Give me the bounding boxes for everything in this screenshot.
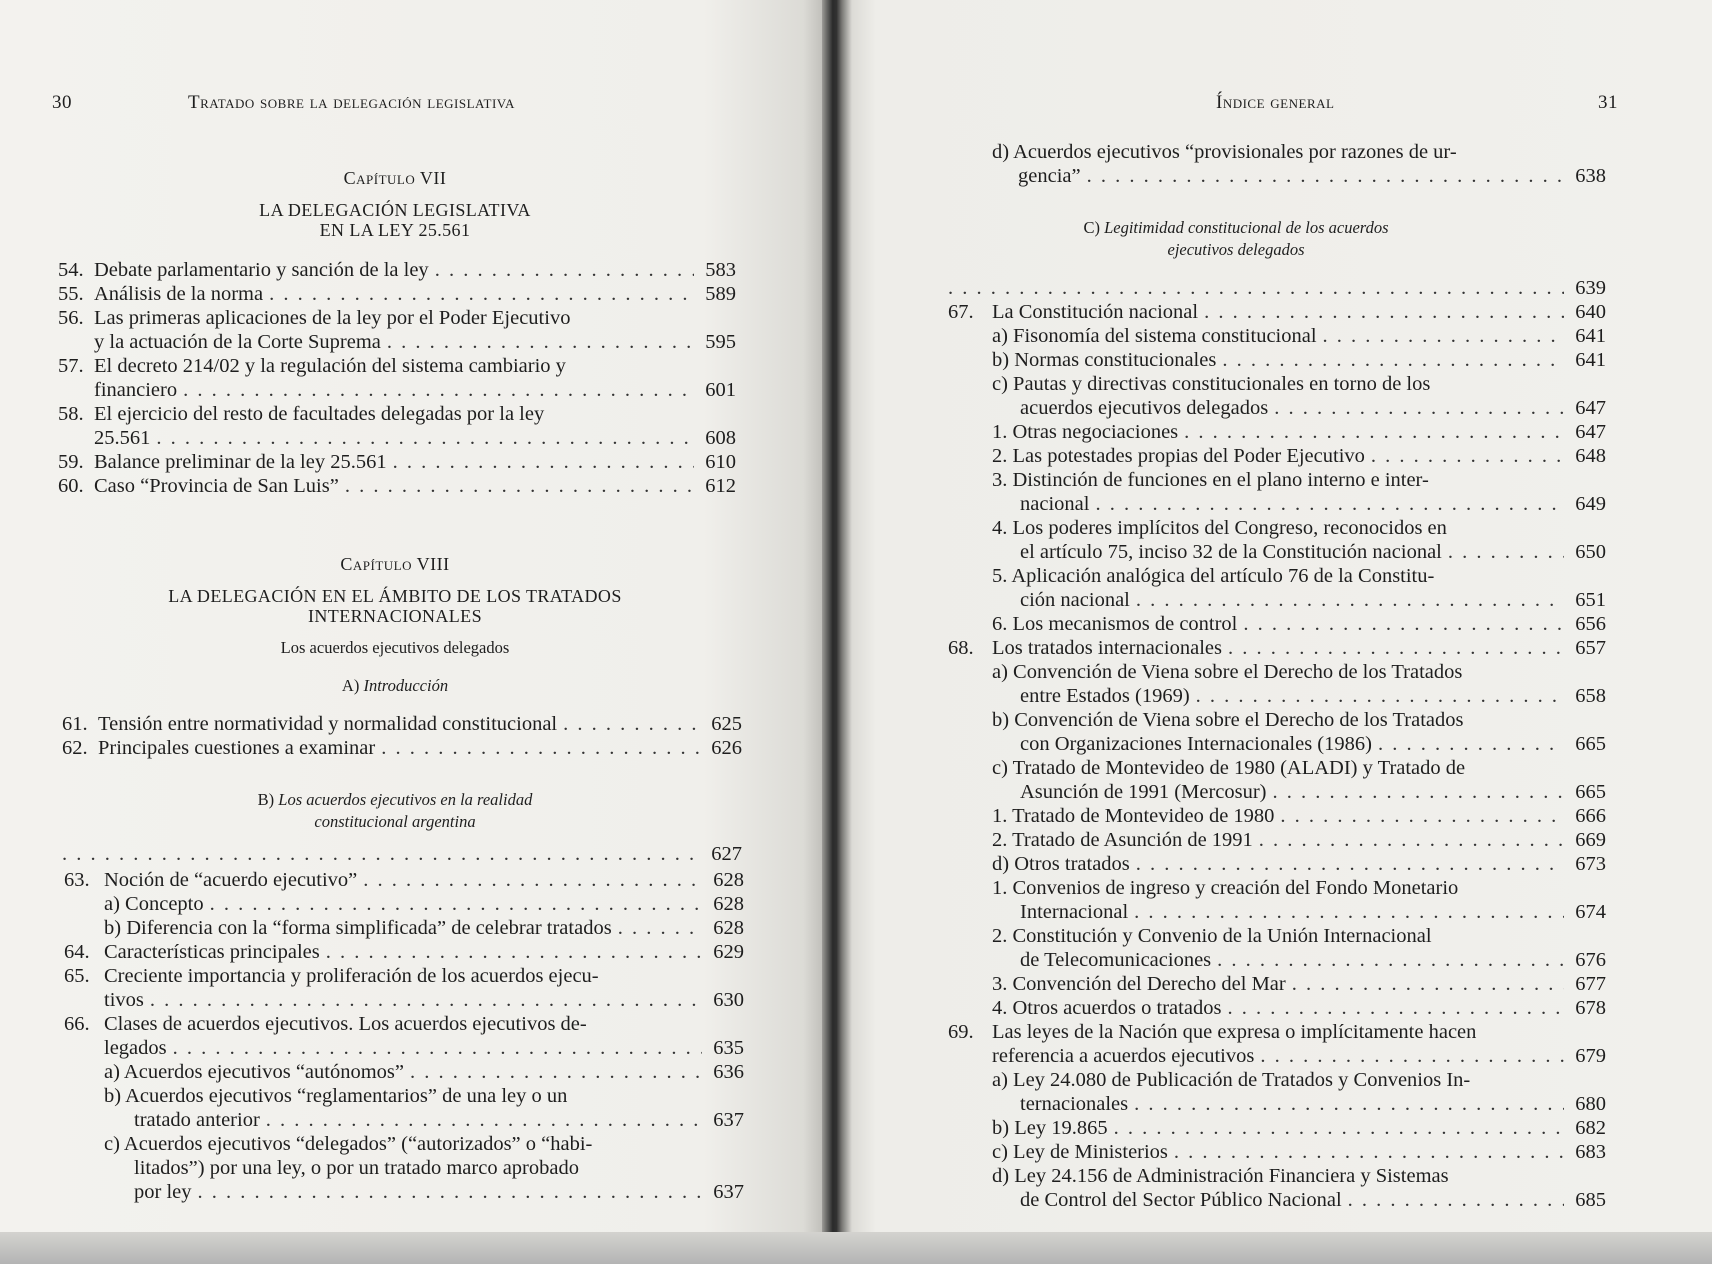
page-ref: 595 <box>705 331 736 353</box>
leader-dots <box>1095 492 1564 516</box>
toc-entry-line <box>58 354 736 378</box>
entry-number: 56. <box>58 307 84 329</box>
section-title: constitucional argentina <box>314 812 476 831</box>
toc-entry-line <box>948 732 1606 756</box>
page-edge-shadow <box>0 1232 1712 1264</box>
leader-dots <box>1196 684 1564 708</box>
entry-text: Análisis de la norma <box>94 283 264 305</box>
section-title: Introducción <box>363 676 449 695</box>
leader-dots <box>1273 780 1564 804</box>
page-ref: 656 <box>1575 613 1606 635</box>
entry-text: tratado anterior <box>134 1109 260 1131</box>
toc-entry-line <box>58 402 736 426</box>
section-title: ejecutivos delegados <box>1167 240 1305 259</box>
leader-dots <box>618 916 702 940</box>
page-ref: 583 <box>705 259 736 281</box>
chapter-title: LA DELEGACIÓN LEGISLATIVA <box>259 200 531 220</box>
page-ref: 636 <box>713 1061 744 1083</box>
entry-number: 68. <box>948 637 974 659</box>
page-ref: 612 <box>705 475 736 497</box>
entry-number: 60. <box>58 475 84 497</box>
toc-entry-line <box>948 1116 1606 1140</box>
entry-text: ción nacional <box>1020 589 1130 611</box>
leader-dots <box>381 736 700 760</box>
page-ref: 626 <box>711 737 742 759</box>
entry-text: c) Pautas y directivas constitucionales en torno de los <box>992 373 1431 395</box>
entry-text: de Control del Sector Público Nacional <box>1020 1189 1342 1211</box>
chapter-label: Capítulo VIII <box>340 554 450 574</box>
entry-text: b) Acuerdos ejecutivos “reglamentarios” de una ley o un <box>104 1085 568 1107</box>
page-ref: 601 <box>705 379 736 401</box>
toc-entry-line <box>64 1180 744 1204</box>
page-ref: 649 <box>1575 493 1606 515</box>
toc-entry-line <box>948 660 1606 684</box>
left-page <box>0 0 828 1250</box>
entry-text: b) Convención de Viena sobre el Derecho de los Tratados <box>992 709 1464 731</box>
entry-text: gencia” <box>1018 165 1081 187</box>
toc-entry-line <box>948 1020 1606 1044</box>
toc-entry-line <box>58 426 736 450</box>
page-ref: 682 <box>1575 1117 1606 1139</box>
page-number: 31 <box>1598 92 1618 113</box>
page-ref: 639 <box>1575 277 1606 299</box>
section-title: Legitimidad constitucional de los acuerdos <box>1104 218 1389 237</box>
toc-entry-line <box>948 300 1606 324</box>
page-ref: 637 <box>713 1109 744 1131</box>
entry-text: el artículo 75, inciso 32 de la Constitución nacional <box>1020 541 1442 563</box>
toc-entry-line <box>948 492 1606 516</box>
page-ref: 683 <box>1575 1141 1606 1163</box>
toc-entry-line <box>948 756 1606 780</box>
entry-text: Las leyes de la Nación que expresa o implícitamente hacen <box>992 1021 1477 1043</box>
leader-dots <box>1174 1140 1564 1164</box>
entry-text: 1. Convenios de ingreso y creación del Fondo Monetario <box>992 877 1459 899</box>
toc-entry-line <box>58 258 736 282</box>
toc-entry-line <box>64 1012 744 1036</box>
entry-text: c) Tratado de Montevideo de 1980 (ALADI) y Tratado de <box>992 757 1466 779</box>
toc-entry-line <box>948 1092 1606 1116</box>
toc-entry-line <box>948 612 1606 636</box>
toc-entry-line <box>58 282 736 306</box>
toc-entry-line <box>64 940 744 964</box>
toc-entry-line <box>948 1188 1606 1212</box>
entry-text: acuerdos ejecutivos delegados <box>1020 397 1269 419</box>
entry-number: 66. <box>64 1013 90 1035</box>
toc-entry-line <box>948 444 1606 468</box>
toc-entry-line <box>948 1068 1606 1092</box>
entry-text: Los tratados internacionales <box>992 637 1222 659</box>
entry-text: Internacional <box>1020 901 1129 923</box>
entry-text: El ejercicio del resto de facultades delegadas por la ley <box>94 403 545 425</box>
leader-dots <box>435 258 694 282</box>
toc-entry-line <box>948 852 1606 876</box>
toc-entry-line <box>58 330 736 354</box>
toc-entry-line <box>64 868 744 892</box>
entry-text: 25.561 <box>94 427 151 449</box>
entry-text: 4. Otros acuerdos o tratados <box>992 997 1222 1019</box>
toc-list <box>948 300 1606 1212</box>
page-ref: 665 <box>1575 733 1606 755</box>
entry-text: b) Diferencia con la “forma simplificada” de celebrar tratados <box>104 917 612 939</box>
leader-dots <box>1274 396 1564 420</box>
entry-number: 55. <box>58 283 84 305</box>
toc-entry-line <box>948 468 1606 492</box>
page-ref: 627 <box>711 843 742 865</box>
chapter-title: LA DELEGACIÓN EN EL ÁMBITO DE LOS TRATADOS <box>168 586 622 606</box>
toc-entry-line <box>64 964 744 988</box>
page-ref: 625 <box>711 713 742 735</box>
entry-text: Principales cuestiones a examinar <box>98 737 376 759</box>
entry-text: litados”) por una ley, o por un tratado marco aprobado <box>134 1157 579 1179</box>
toc-entry-line <box>948 588 1606 612</box>
running-head: Tratado sobre la delegación legislativa <box>188 92 515 113</box>
entry-text: referencia a acuerdos ejecutivos <box>992 1045 1255 1067</box>
toc-entry-line <box>948 420 1606 444</box>
page-ref: 674 <box>1575 901 1606 923</box>
toc-list <box>62 712 742 760</box>
entry-text: Las primeras aplicaciones de la ley por el Poder Ejecutivo <box>94 307 571 329</box>
toc-entry <box>992 140 1606 188</box>
page-ref: 677 <box>1575 973 1606 995</box>
page-ref: 647 <box>1575 421 1606 443</box>
right-page <box>836 0 1712 1250</box>
entry-number: 61. <box>62 713 88 735</box>
leader-dots <box>1204 300 1564 324</box>
page-ref: 628 <box>713 917 744 939</box>
leader-dots <box>410 1060 702 1084</box>
page-ref: 635 <box>713 1037 744 1059</box>
toc-entry-line <box>64 1036 744 1060</box>
entry-text: d) Otros tratados <box>992 853 1130 875</box>
toc-list <box>64 868 744 1204</box>
toc-dots-row <box>62 842 742 866</box>
section-letter: C) <box>1083 218 1100 237</box>
entry-text: Asunción de 1991 (Mercosur) <box>1020 781 1267 803</box>
page-ref: 628 <box>713 893 744 915</box>
entry-text: Características principales <box>104 941 320 963</box>
toc-entry-line <box>948 348 1606 372</box>
page-ref: 628 <box>713 869 744 891</box>
section-heading <box>916 218 1556 238</box>
leader-dots <box>363 868 702 892</box>
toc-entry-line <box>948 324 1606 348</box>
page-ref: 680 <box>1575 1093 1606 1115</box>
page-ref: 657 <box>1575 637 1606 659</box>
toc-entry-line <box>948 948 1606 972</box>
page-ref: 640 <box>1575 301 1606 323</box>
leader-dots <box>1448 540 1564 564</box>
entry-text: d) Acuerdos ejecutivos “provisionales por razones de ur- <box>992 141 1457 163</box>
toc-entry-line <box>64 916 744 940</box>
leader-dots <box>1348 1188 1564 1212</box>
entry-text: a) Convención de Viena sobre el Derecho de los Tratados <box>992 661 1463 683</box>
toc-entry-line <box>948 684 1606 708</box>
page-ref: 685 <box>1575 1189 1606 1211</box>
page-ref: 651 <box>1575 589 1606 611</box>
toc-entry-line <box>948 996 1606 1020</box>
entry-text: c) Ley de Ministerios <box>992 1141 1168 1163</box>
entry-text: 4. Los poderes implícitos del Congreso, reconocidos en <box>992 517 1447 539</box>
entry-text: 1. Tratado de Montevideo de 1980 <box>992 805 1275 827</box>
page-ref: 665 <box>1575 781 1606 803</box>
section-heading <box>0 676 790 696</box>
toc-list <box>58 258 736 498</box>
toc-entry-line <box>64 1060 744 1084</box>
leader-dots <box>269 282 694 306</box>
toc-entry-line <box>948 780 1606 804</box>
entry-text: Caso “Provincia de San Luis” <box>94 475 339 497</box>
page-ref: 637 <box>713 1181 744 1203</box>
leader-dots <box>1134 1092 1564 1116</box>
entry-text: con Organizaciones Internacionales (1986) <box>1020 733 1372 755</box>
entry-text: nacional <box>1020 493 1090 515</box>
leader-dots <box>183 378 694 402</box>
toc-entry-line <box>58 474 736 498</box>
leader-dots <box>1243 612 1564 636</box>
page-ref: 629 <box>713 941 744 963</box>
section-letter: A) <box>341 676 360 695</box>
leader-dots <box>563 712 700 736</box>
entry-text: 2. Constitución y Convenio de la Unión Internacional <box>992 925 1432 947</box>
leader-dots <box>1222 348 1564 372</box>
leader-dots <box>1280 804 1564 828</box>
entry-text: 6. Los mecanismos de control <box>992 613 1238 635</box>
toc-entry-line <box>58 450 736 474</box>
page-ref: 608 <box>705 427 736 449</box>
section-title: Los acuerdos ejecutivos en la realidad <box>278 790 533 809</box>
leader-dots <box>1378 732 1564 756</box>
entry-number: 67. <box>948 301 974 323</box>
section-heading <box>0 790 790 810</box>
entry-text: c) Acuerdos ejecutivos “delegados” (“autorizados” o “habi- <box>104 1133 593 1155</box>
entry-text: b) Ley 19.865 <box>992 1117 1108 1139</box>
entry-number: 54. <box>58 259 84 281</box>
entry-text: 3. Convención del Derecho del Mar <box>992 973 1286 995</box>
entry-text: Clases de acuerdos ejecutivos. Los acuerdos ejecutivos de- <box>104 1013 587 1035</box>
entry-text: financiero <box>94 379 178 401</box>
leader-dots <box>1217 948 1564 972</box>
leader-dots <box>1260 1044 1564 1068</box>
entry-number: 58. <box>58 403 84 425</box>
leader-dots <box>198 1180 703 1204</box>
leader-dots <box>1136 852 1564 876</box>
toc-entry-line <box>948 396 1606 420</box>
entry-text: a) Acuerdos ejecutivos “autónomos” <box>104 1061 405 1083</box>
entry-number: 62. <box>62 737 88 759</box>
page-ref: 638 <box>1575 165 1606 187</box>
leader-dots <box>345 474 694 498</box>
page-ref: 679 <box>1575 1045 1606 1067</box>
page-ref: 669 <box>1575 829 1606 851</box>
toc-entry-line <box>948 1140 1606 1164</box>
toc-entry-line <box>948 924 1606 948</box>
page-number: 30 <box>52 92 72 113</box>
toc-entry-line <box>948 372 1606 396</box>
entry-text: d) Ley 24.156 de Administración Financiera y Sistemas <box>992 1165 1449 1187</box>
leader-dots <box>1259 828 1564 852</box>
leader-dots <box>393 450 694 474</box>
page-ref: 666 <box>1575 805 1606 827</box>
page-ref: 678 <box>1575 997 1606 1019</box>
entry-text: Debate parlamentario y sanción de la ley <box>94 259 429 281</box>
page-ref: 676 <box>1575 949 1606 971</box>
chapter-subtitle: Los acuerdos ejecutivos delegados <box>280 638 510 657</box>
leader-dots <box>1184 420 1564 444</box>
leader-dots <box>210 892 702 916</box>
toc-entry-line <box>948 1044 1606 1068</box>
leader-dots <box>266 1108 702 1132</box>
toc-entry-line <box>948 564 1606 588</box>
leader-dots <box>1323 324 1564 348</box>
toc-entry-line <box>64 1108 744 1132</box>
toc-entry-line <box>948 804 1606 828</box>
running-head: Índice general <box>1216 92 1335 113</box>
leader-dots <box>156 426 694 450</box>
leader-dots <box>173 1036 702 1060</box>
leader-dots <box>1136 588 1564 612</box>
entry-text: b) Normas constitucionales <box>992 349 1217 371</box>
leader-dots <box>1227 996 1564 1020</box>
page-ref: 610 <box>705 451 736 473</box>
entry-text: Tensión entre normatividad y normalidad constitucional <box>98 713 558 735</box>
entry-text: 2. Tratado de Asunción de 1991 <box>992 829 1253 851</box>
page-ref: 658 <box>1575 685 1606 707</box>
toc-entry-line <box>58 378 736 402</box>
page-ref: 648 <box>1575 445 1606 467</box>
leader-dots <box>1371 444 1564 468</box>
toc-entry-line <box>948 972 1606 996</box>
toc-entry-line <box>62 736 742 760</box>
entry-text: La Constitución nacional <box>992 301 1199 323</box>
leader-dots <box>326 940 702 964</box>
entry-text: ternacionales <box>1020 1093 1129 1115</box>
entry-text: tivos <box>104 989 144 1011</box>
entry-text: entre Estados (1969) <box>1020 685 1190 707</box>
toc-entry-line <box>948 636 1606 660</box>
leader-dots <box>1228 636 1564 660</box>
page-ref: 589 <box>705 283 736 305</box>
toc-entry-line <box>64 1156 744 1180</box>
entry-text: a) Ley 24.080 de Publicación de Tratados y Convenios In- <box>992 1069 1471 1091</box>
entry-text: legados <box>104 1037 167 1059</box>
entry-text: El decreto 214/02 y la regulación del sistema cambiario y <box>94 355 566 377</box>
entry-number: 69. <box>948 1021 974 1043</box>
entry-text: Noción de “acuerdo ejecutivo” <box>104 869 358 891</box>
chapter-title: EN LA LEY 25.561 <box>319 220 471 240</box>
page-ref: 673 <box>1575 853 1606 875</box>
leader-dots <box>1134 900 1564 924</box>
page-ref: 641 <box>1575 349 1606 371</box>
toc-dots-row <box>948 276 1606 300</box>
toc-entry-line <box>58 306 736 330</box>
entry-number: 64. <box>64 941 90 963</box>
chapter-label: Capítulo VII <box>343 168 447 188</box>
toc-entry-line <box>64 1084 744 1108</box>
toc-entry-line <box>948 708 1606 732</box>
leader-dots <box>150 988 702 1012</box>
toc-entry-line <box>62 712 742 736</box>
toc-entry-line <box>64 892 744 916</box>
section-letter: B) <box>257 790 275 809</box>
chapter-title: INTERNACIONALES <box>308 606 482 626</box>
entry-text: y la actuación de la Corte Suprema <box>94 331 381 353</box>
toc-entry-line <box>948 900 1606 924</box>
entry-number: 65. <box>64 965 90 987</box>
entry-number: 59. <box>58 451 84 473</box>
toc-entry-line <box>948 828 1606 852</box>
entry-text: 2. Las potestades propias del Poder Ejecutivo <box>992 445 1365 467</box>
page-ref: 630 <box>713 989 744 1011</box>
toc-entry-line <box>64 1132 744 1156</box>
entry-text: Balance preliminar de la ley 25.561 <box>94 451 387 473</box>
entry-text: Creciente importancia y proliferación de los acuerdos ejecu- <box>104 965 599 987</box>
toc-entry-line <box>948 1164 1606 1188</box>
entry-text: a) Concepto <box>104 893 204 915</box>
leader-dots <box>387 330 694 354</box>
entry-number: 57. <box>58 355 84 377</box>
entry-number: 63. <box>64 869 90 891</box>
page-ref: 650 <box>1575 541 1606 563</box>
toc-entry-line <box>64 988 744 1012</box>
entry-text: a) Fisonomía del sistema constitucional <box>992 325 1317 347</box>
entry-text: 3. Distinción de funciones en el plano interno e inter- <box>992 469 1429 491</box>
entry-text: de Telecomunicaciones <box>1020 949 1212 971</box>
leader-dots <box>1114 1116 1564 1140</box>
entry-text: por ley <box>134 1181 192 1203</box>
entry-text: 5. Aplicación analógica del artículo 76 de la Constitu- <box>992 565 1435 587</box>
leader-dots <box>1292 972 1564 996</box>
toc-entry-line <box>948 876 1606 900</box>
toc-entry-line <box>948 540 1606 564</box>
entry-text: 1. Otras negociaciones <box>992 421 1179 443</box>
toc-entry-line <box>948 516 1606 540</box>
page-ref: 641 <box>1575 325 1606 347</box>
page-ref: 647 <box>1575 397 1606 419</box>
